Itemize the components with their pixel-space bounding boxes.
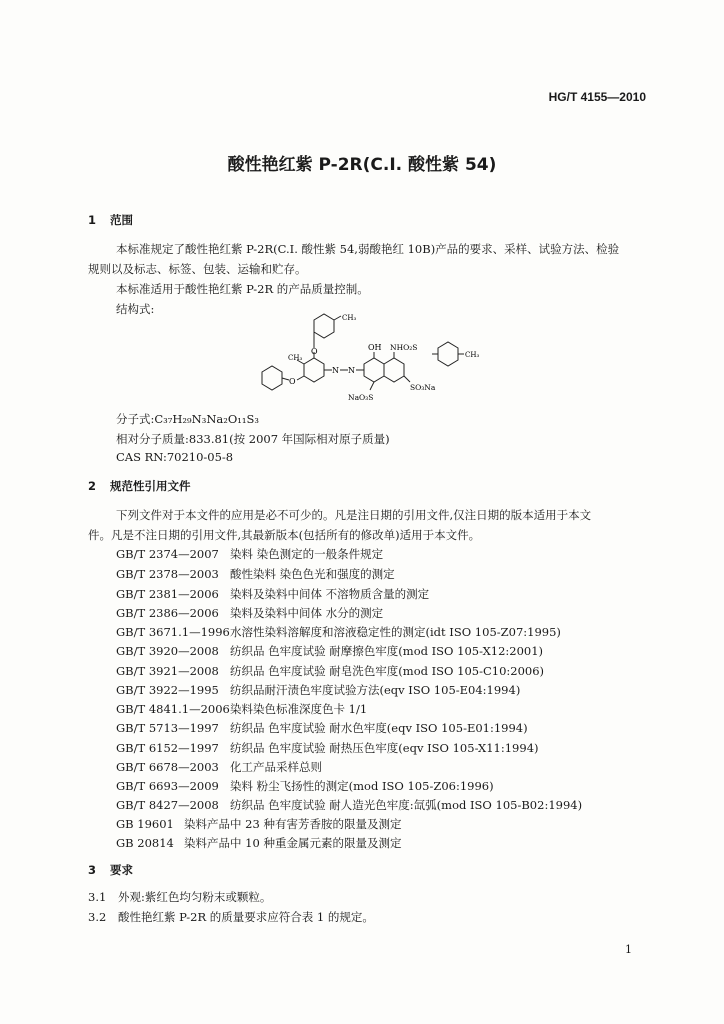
molecular-formula: 分子式:C₃₇H₂₉N₃Na₂O₁₁S₃: [116, 412, 259, 426]
requirement-number: 3.1: [88, 890, 107, 904]
reference-code: GB/T 4841.1—2006: [116, 702, 230, 716]
reference-title: 酸性染料 染色色光和强度的测定: [230, 567, 395, 581]
reference-code: GB/T 6678—2003: [116, 760, 219, 774]
reference-row: [116, 701, 367, 717]
section-1-number: 1: [88, 213, 97, 227]
oh-label: OH: [368, 343, 382, 352]
page-number: 1: [625, 943, 632, 956]
reference-row: [116, 797, 582, 813]
reference-row: [116, 546, 383, 562]
reference-title: 染料染色标准深度色卡 1/1: [230, 702, 368, 716]
reference-row: [116, 778, 494, 794]
naphthalene-ring-1: [364, 358, 384, 382]
section-2-heading: [88, 478, 191, 494]
reference-code: GB/T 2374—2007: [116, 547, 219, 561]
reference-code: GB/T 3920—2008: [116, 644, 219, 658]
azo-n1-label: N: [332, 366, 339, 375]
reference-code: GB/T 3921—2008: [116, 664, 219, 678]
section-2-number: 2: [88, 479, 97, 493]
azo-n2-label: N: [348, 366, 355, 375]
reference-row: [116, 759, 322, 775]
reference-code: GB/T 5713—1997: [116, 721, 219, 735]
section-3-title: 要求: [110, 863, 133, 877]
reference-title: 纺织品 色牢度试验 耐水色牢度(eqv ISO 105-E01:1994): [230, 721, 528, 735]
benzene-ring-top: [314, 314, 334, 338]
section-3-heading: [88, 862, 133, 878]
reference-title: 染料及染料中间体 不溶物质含量的测定: [230, 587, 430, 601]
ch3-left-label: CH₃: [288, 354, 303, 362]
reference-code: GB 19601: [116, 817, 174, 831]
requirement-number: 3.2: [88, 910, 107, 924]
section-1-heading: [88, 212, 133, 228]
cas-number: CAS RN:70210-05-8: [116, 450, 234, 464]
benzene-ring-center: [304, 358, 324, 382]
reference-title: 染料 粉尘飞扬性的测定(mod ISO 105-Z06:1996): [230, 779, 494, 793]
scope-paragraph-2: 本标准适用于酸性艳红紫 P-2R 的产品质量控制。: [116, 282, 369, 296]
nhso2-label: NHO₂S: [390, 343, 418, 352]
reference-title: 纺织品 色牢度试验 耐摩擦色牢度(mod ISO 105-X12:2001): [230, 644, 544, 658]
reference-row: [116, 720, 528, 736]
ether-o-left-label: O: [289, 377, 296, 386]
reference-title: 染料 染色测定的一般条件规定: [230, 547, 384, 561]
requirement-text: 外观:紫红色均匀粉末或颗粒。: [118, 890, 272, 904]
nao3s-label: NaO₃S: [348, 393, 374, 402]
reference-row: [116, 605, 383, 621]
reference-code: GB/T 8427—2008: [116, 798, 219, 812]
structure-label: 结构式:: [116, 302, 155, 316]
reference-row: [116, 566, 395, 582]
section-3-number: 3: [88, 863, 97, 877]
ch3-top-label: CH₃: [342, 314, 357, 322]
reference-title: 染料产品中 10 种重金属元素的限量及测定: [184, 836, 402, 850]
requirement-item: [88, 909, 374, 925]
scope-paragraph-line-2: 规则以及标志、标签、包装、运输和贮存。: [88, 262, 307, 276]
so3na-label: SO₃Na: [410, 383, 436, 392]
reference-code: GB/T 3671.1—1996: [116, 625, 230, 639]
reference-title: 染料产品中 23 种有害芳香胺的限量及测定: [184, 817, 402, 831]
reference-row: [116, 816, 401, 832]
molecular-mass: 相对分子质量:833.81(按 2007 年国际相对原子质量): [116, 432, 390, 446]
section-1-title: 范围: [110, 213, 133, 227]
reference-code: GB/T 6693—2009: [116, 779, 219, 793]
reference-row: [116, 663, 544, 679]
ether-o-top-label: O: [311, 347, 318, 356]
reference-title: 水溶性染料溶解度和溶液稳定性的测定(idt ISO 105-Z07:1995): [230, 625, 561, 639]
reference-code: GB/T 2378—2003: [116, 567, 219, 581]
reference-row: [116, 835, 401, 851]
normative-paragraph-line-1: 下列文件对于本文件的应用是必不可少的。凡是注日期的引用文件,仅注日期的版本适用于本文: [116, 508, 592, 522]
reference-title: 染料及染料中间体 水分的测定: [230, 606, 384, 620]
benzene-ring-left: [262, 366, 282, 390]
reference-row: [116, 740, 539, 756]
reference-code: GB/T 2386—2006: [116, 606, 219, 620]
reference-code: GB/T 6152—1997: [116, 741, 219, 755]
section-2-title: 规范性引用文件: [110, 479, 191, 493]
reference-code: GB 20814: [116, 836, 174, 850]
normative-paragraph-line-2: 件。凡是不注日期的引用文件,其最新版本(包括所有的修改单)适用于本文件。: [88, 528, 481, 542]
ch3-right-label: CH₃: [465, 351, 480, 359]
reference-title: 纺织品 色牢度试验 耐热压色牢度(eqv ISO 105-X11:1994): [230, 741, 539, 755]
standard-code: HG/T 4155—2010: [548, 90, 646, 104]
reference-row: [116, 682, 520, 698]
reference-row: [116, 586, 429, 602]
reference-title: 纺织品耐汗渍色牢度试验方法(eqv ISO 105-E04:1994): [230, 683, 521, 697]
reference-code: GB/T 2381—2006: [116, 587, 219, 601]
document-title: 酸性艳红紫 P-2R(C.I. 酸性紫 54): [227, 155, 497, 175]
benzene-ring-right: [438, 342, 458, 366]
requirement-item: [88, 889, 271, 905]
reference-row: [116, 624, 561, 640]
reference-title: 纺织品 色牢度试验 耐皂洗色牢度(mod ISO 105-C10:2006): [230, 664, 545, 678]
reference-title: 化工产品采样总则: [230, 760, 322, 774]
scope-paragraph-line-1: 本标准规定了酸性艳红紫 P-2R(C.I. 酸性紫 54,弱酸艳红 10B)产品的要求、采样、试验方法、检验: [116, 242, 620, 256]
structural-formula: [244, 312, 494, 412]
reference-row: [116, 643, 543, 659]
naphthalene-ring-2: [384, 358, 404, 382]
reference-title: 纺织品 色牢度试验 耐人造光色牢度:氙弧(mod ISO 105-B02:1994): [230, 798, 583, 812]
requirement-text: 酸性艳红紫 P-2R 的质量要求应符合表 1 的规定。: [118, 910, 374, 924]
reference-code: GB/T 3922—1995: [116, 683, 219, 697]
